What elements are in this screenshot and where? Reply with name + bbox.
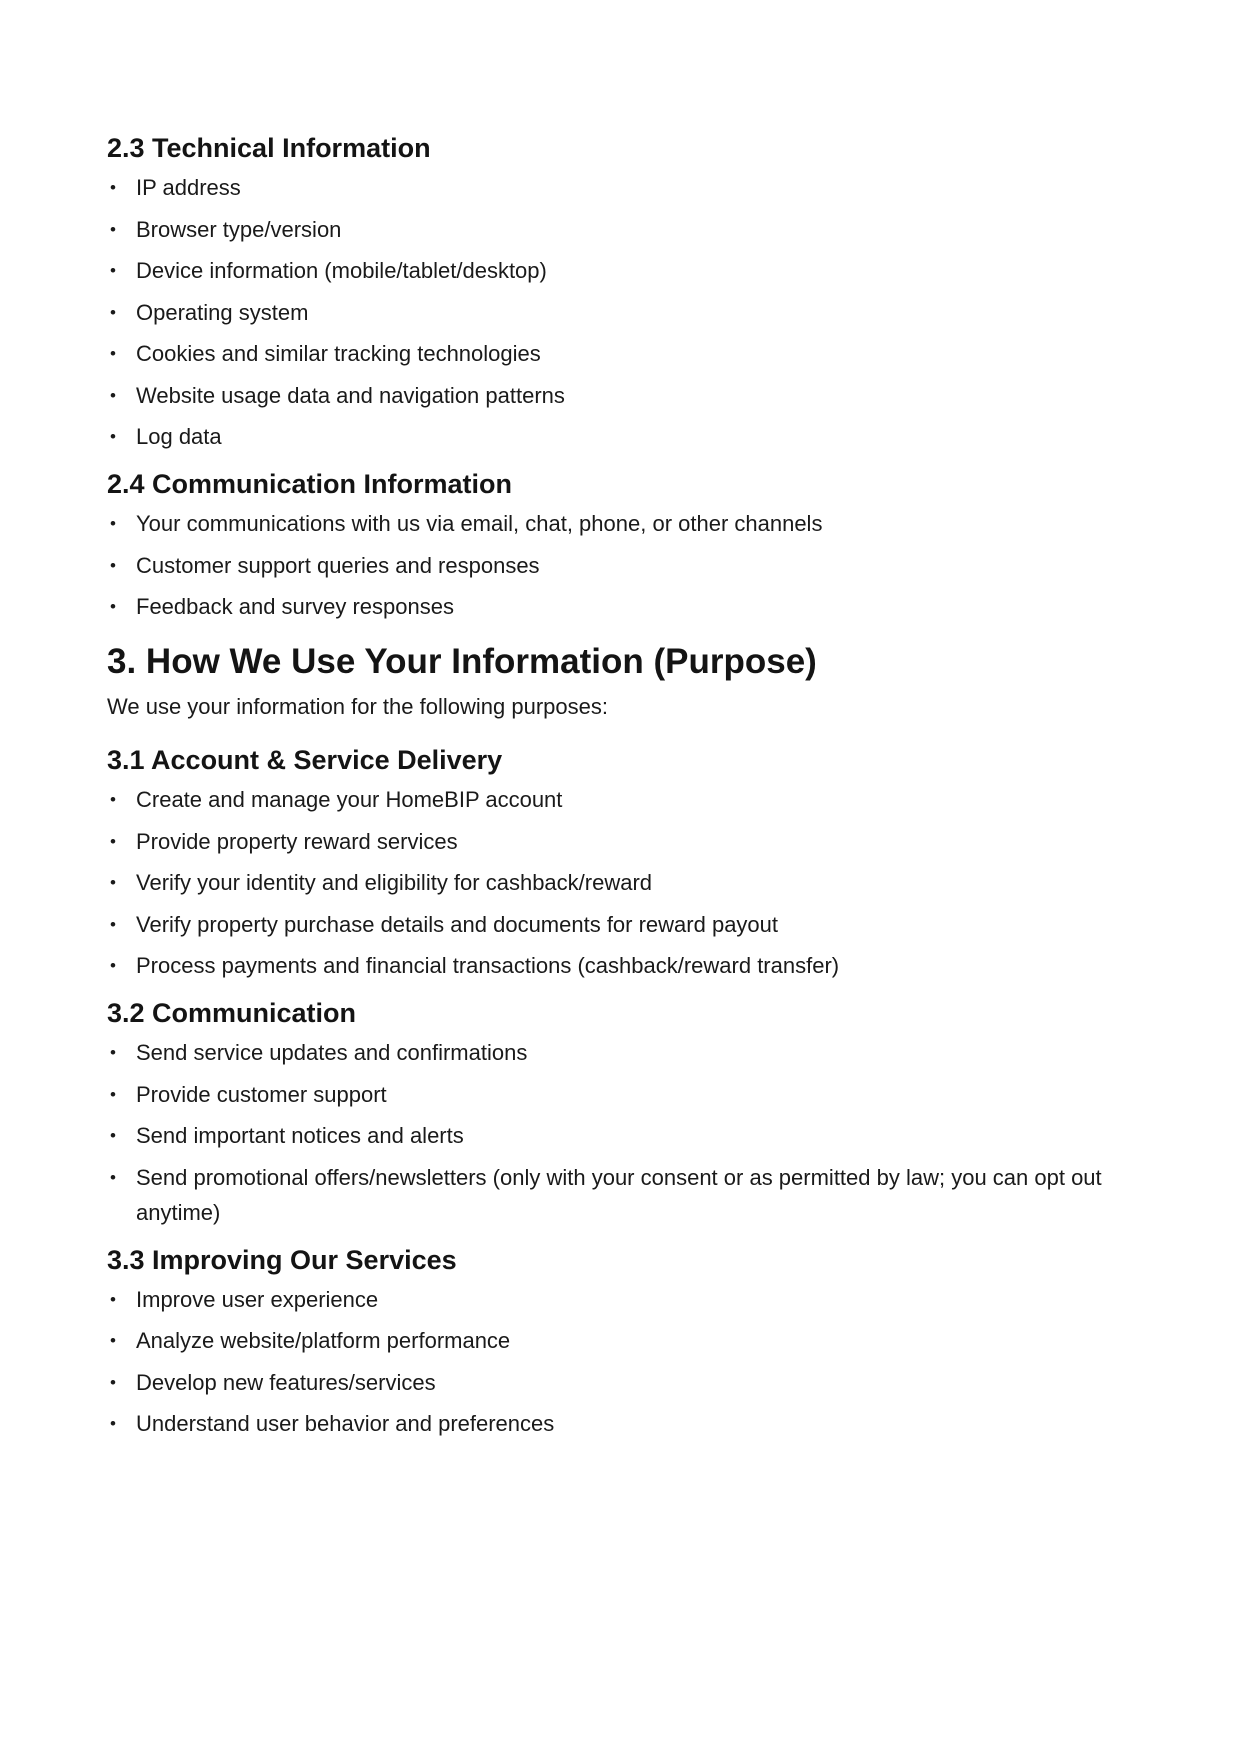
list-item-text: Understand user behavior and preferences <box>136 1411 555 1436</box>
bullet-icon: • <box>110 555 116 575</box>
bullet-list <box>107 506 1137 624</box>
list-item <box>107 170 1137 205</box>
list-item <box>107 782 1137 817</box>
bullet-list <box>107 782 1137 983</box>
bullet-icon: • <box>110 1126 116 1145</box>
bullet-icon: • <box>110 1167 116 1187</box>
list-item <box>107 589 1137 624</box>
bullet-icon: • <box>110 914 116 934</box>
list-item-text: Verify property purchase details and documents for reward payout <box>136 911 779 937</box>
bullet-icon: • <box>110 344 116 363</box>
list-item <box>107 336 1137 371</box>
section-heading: 2.3 Technical Information <box>107 133 431 163</box>
list-item-text: Feedback and survey responses <box>136 594 454 619</box>
bullet-icon: • <box>110 873 116 892</box>
bullet-icon: • <box>110 1043 116 1062</box>
list-item <box>107 419 1137 454</box>
intro-text: We use your information for the following purposes: <box>107 694 608 719</box>
list-item-text: Analyze website/platform performance <box>136 1328 511 1353</box>
list-item <box>107 824 1137 859</box>
section-technical-information <box>107 128 1137 454</box>
list-item <box>107 1282 1137 1317</box>
bullet-icon: • <box>110 790 116 809</box>
list-item-text: Browser type/version <box>136 216 342 242</box>
bullet-list <box>107 1035 1137 1230</box>
list-item <box>107 1365 1137 1400</box>
list-item <box>107 1160 1137 1230</box>
bullet-icon: • <box>110 956 116 975</box>
bullet-icon: • <box>110 597 116 616</box>
list-item <box>107 1406 1137 1441</box>
bullet-icon: • <box>110 1084 116 1104</box>
bullet-icon: • <box>110 514 116 533</box>
bullet-icon: • <box>110 1331 116 1350</box>
section-improving-services <box>107 1240 1137 1442</box>
section-heading: 3.1 Account & Service Delivery <box>107 745 503 775</box>
list-item <box>107 548 1137 583</box>
section-communication-information <box>107 464 1137 624</box>
section-how-we-use-information <box>107 638 1137 724</box>
bullet-list <box>107 170 1137 454</box>
bullet-icon: • <box>110 831 116 851</box>
bullet-icon: • <box>110 1289 116 1309</box>
bullet-icon: • <box>110 1414 116 1433</box>
list-item <box>107 1077 1137 1112</box>
list-item <box>107 907 1137 942</box>
list-item-text: Send service updates and confirmations <box>136 1040 528 1065</box>
list-item-text: IP address <box>136 175 241 200</box>
list-item <box>107 295 1137 330</box>
list-item <box>107 253 1137 288</box>
list-item-text: Send important notices and alerts <box>136 1123 464 1148</box>
bullet-icon: • <box>110 302 116 322</box>
bullet-icon: • <box>110 385 116 405</box>
chapter-heading: 3. How We Use Your Information (Purpose) <box>107 642 817 681</box>
list-item <box>107 1035 1137 1070</box>
list-item <box>107 948 1137 983</box>
list-item-text: Create and manage your HomeBIP account <box>136 787 563 812</box>
bullet-icon: • <box>110 261 116 280</box>
bullet-list <box>107 1282 1137 1442</box>
section-heading: 2.4 Communication Information <box>107 469 513 499</box>
list-item-text: Device information (mobile/tablet/desktop) <box>136 258 547 283</box>
list-item-text: Develop new features/services <box>136 1369 436 1395</box>
list-item-text: Your communications with us via email, chat, phone, or other channels <box>136 511 823 536</box>
list-item-text: Provide customer support <box>136 1081 387 1107</box>
list-item-text: Website usage data and navigation patterns <box>136 382 565 408</box>
section-heading: 3.3 Improving Our Services <box>107 1244 457 1275</box>
list-item-text: Improve user experience <box>136 1286 379 1312</box>
list-item <box>107 506 1137 541</box>
list-item-text: Process payments and financial transactions (cashback/reward transfer) <box>136 953 840 978</box>
list-item-text: Operating system <box>136 299 309 325</box>
list-item <box>107 1118 1137 1153</box>
list-item-text: Verify your identity and eligibility for cashback/reward <box>136 870 653 895</box>
document-content <box>107 128 1137 1448</box>
list-item-text: Customer support queries and responses <box>136 552 540 578</box>
section-account-service-delivery <box>107 740 1137 983</box>
list-item-text: Log data <box>136 424 222 449</box>
list-item <box>107 865 1137 900</box>
list-item <box>107 212 1137 247</box>
bullet-icon: • <box>110 1372 116 1392</box>
bullet-icon: • <box>110 178 116 197</box>
list-item-text: Send promotional offers/newsletters (only with your consent or as permitted by law; you can opt out anytime) <box>136 1164 1102 1225</box>
bullet-icon: • <box>110 219 116 239</box>
list-item-text: Provide property reward services <box>136 828 458 854</box>
section-heading: 3.2 Communication <box>107 998 357 1028</box>
list-item-text: Cookies and similar tracking technologies <box>136 341 541 366</box>
list-item <box>107 378 1137 413</box>
section-communication <box>107 993 1137 1230</box>
list-item <box>107 1323 1137 1358</box>
bullet-icon: • <box>110 427 116 446</box>
